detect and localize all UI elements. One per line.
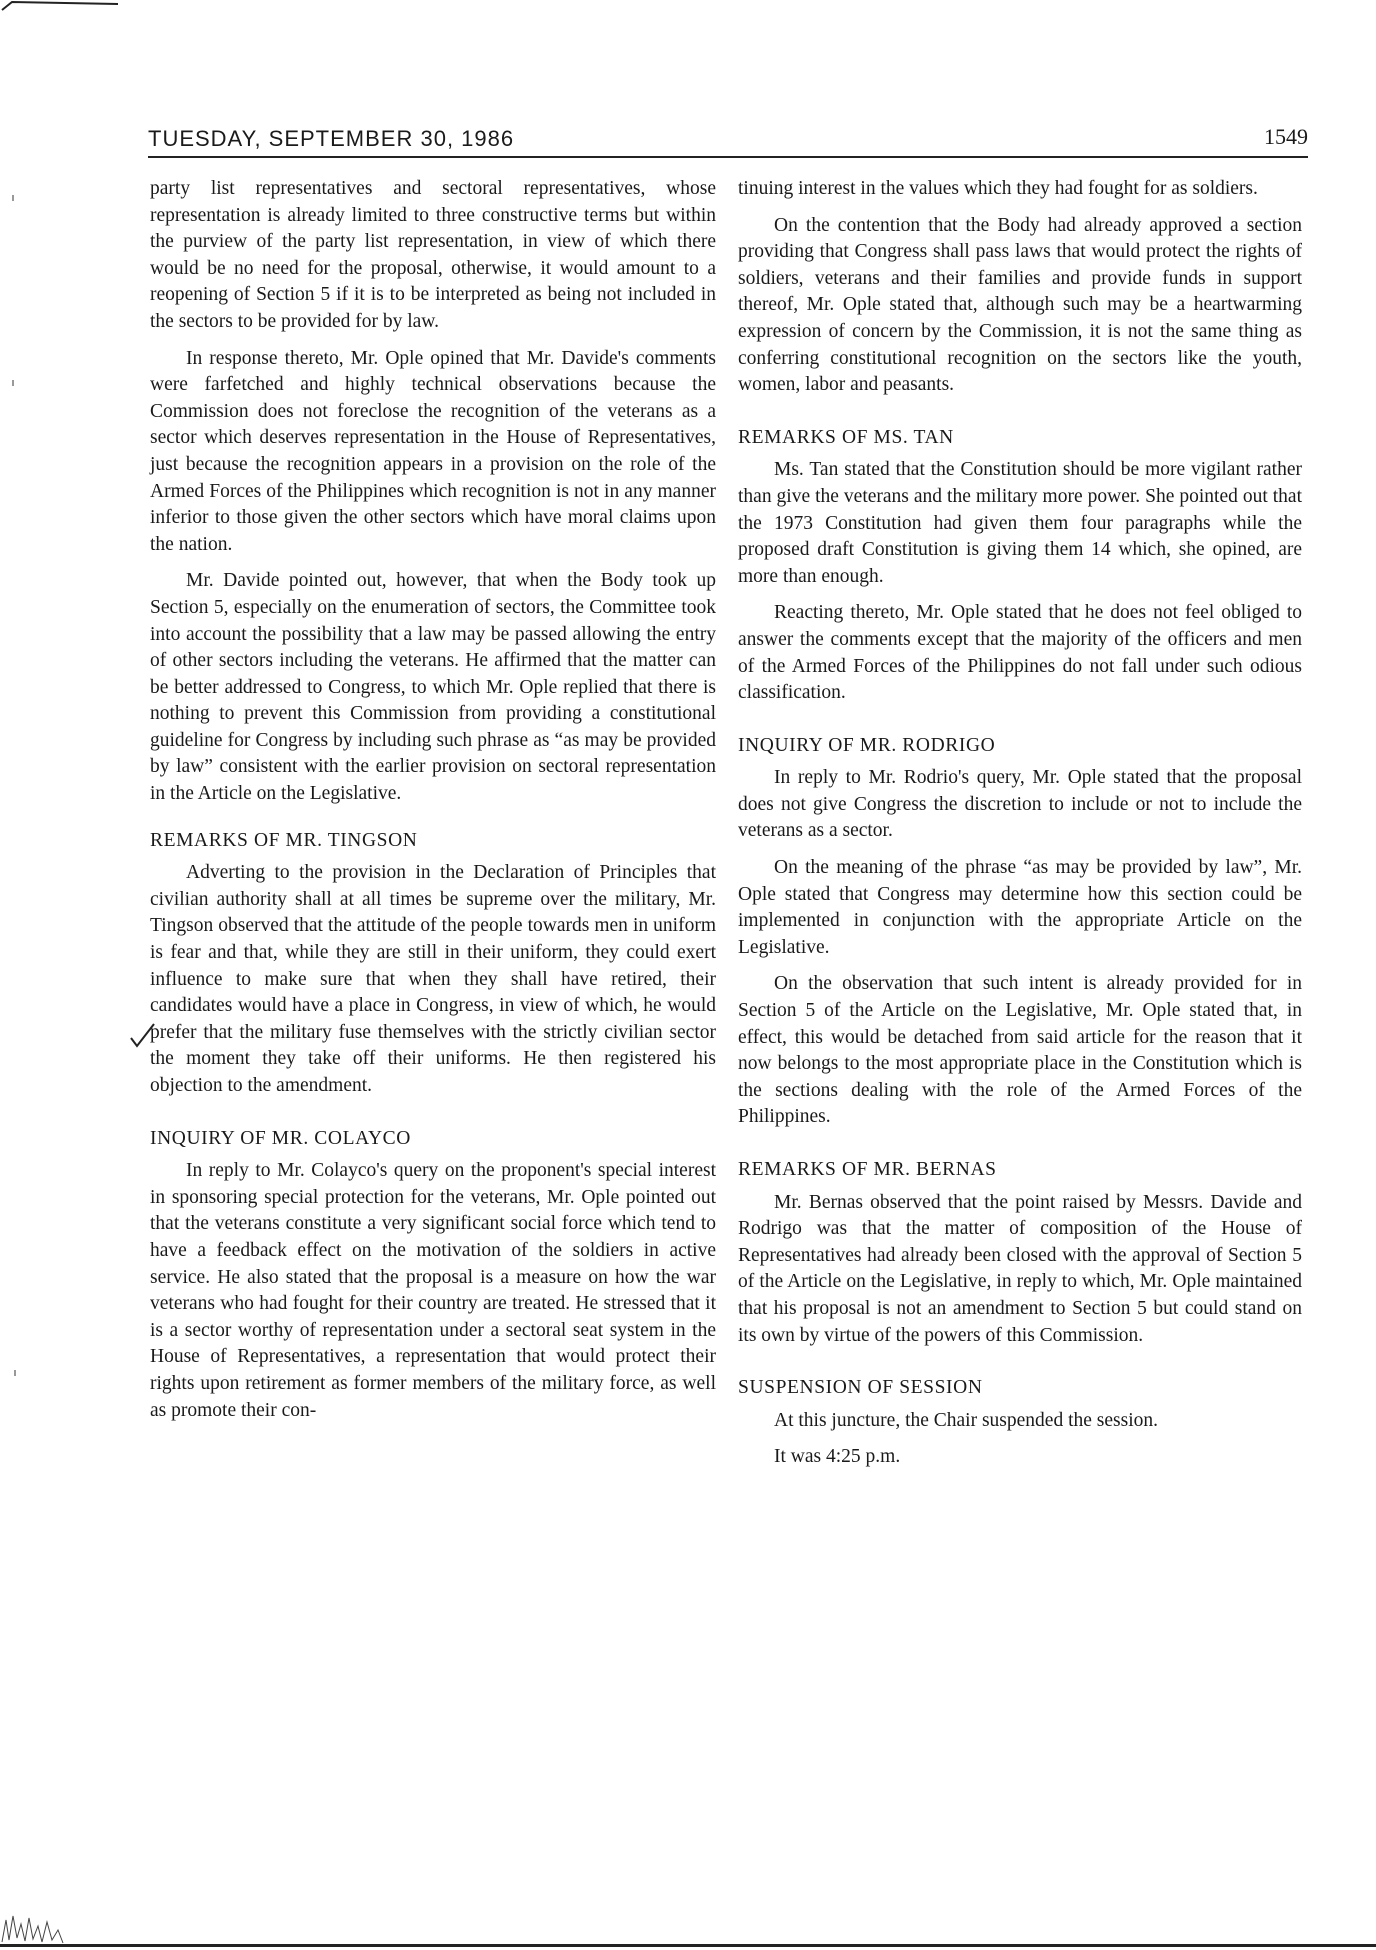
section-heading-colayco: INQUIRY OF MR. COLAYCO — [150, 1127, 411, 1149]
paragraph: Reacting thereto, Mr. Ople stated that he does not feel obliged to answer the comments except that the majority of the officers and men of the Armed Forces of the Philippines do not fall under such odious classification. — [738, 602, 1302, 704]
paragraph: On the contention that the Body had already approved a section providing that Congress shall pass laws that would protect the rights of soldiers, veterans and their families and provide funds in support thereof, Mr. Ople stated that, although such may be a heartwarming expression of concern by the Commission, it is not the same thing as conferring constitutional recognition on the sectors like the youth, women, labor and peasants. — [738, 214, 1302, 396]
paragraph: On the meaning of the phrase “as may be provided by law”, Mr. Ople stated that Congress may determine how this section could be implemented in conjunction with the appropriate Article on the Legislative. — [738, 857, 1302, 958]
paragraph: Ms. Tan stated that the Constitution should be more vigilant rather than give the veterans and the military more power. She pointed out that the 1973 Constitution had given them four paragraphs while the proposed draft Constitution is giving them 14 which, she opined, are more than enough. — [738, 459, 1302, 587]
section-heading-bernas: REMARKS OF MR. BERNAS — [738, 1159, 997, 1180]
handwritten-check-icon — [128, 1022, 156, 1048]
left-column — [150, 176, 716, 1434]
section-heading-tingson: REMARKS OF MR. TINGSON — [150, 829, 418, 851]
paragraph: In response thereto, Mr. Ople opined that Mr. Davide's comments were farfetched and highly technical observations because the Commission does not foreclose the recognition of the veterans as a sector which deserves representation in the House of Representatives, just because the recognition appears in a provision on the role of the Armed Forces of the Philippines which recognition is not in any manner inferior to those given the other sectors which have moral claims upon the nation. — [150, 347, 716, 555]
scan-footer — [0, 1910, 1376, 1950]
paragraph: tinuing interest in the values which they had fought for as soldiers. — [738, 178, 1258, 199]
header-rule — [148, 156, 1308, 158]
paragraph: On the observation that such intent is already provided for in Section 5 of the Article on the Legislative, Mr. Ople stated that, in effect, this would be detached from said article for the reason that it now belongs to the most appropriate place in the Constitution which is the sections dealing with the role of the Armed Forces of the Philippines. — [738, 973, 1302, 1128]
scan-corner-mark — [0, 0, 120, 12]
paragraph: In reply to Mr. Rodrio's query, Mr. Ople stated that the proposal does not give Congress the discretion to include or not to include the veterans as a sector. — [738, 767, 1302, 842]
page-header — [148, 124, 1308, 158]
paragraph: Adverting to the provision in the Declaration of Principles that civilian authority shall at all times be supreme over the military, Mr. Tingson observed that the attitude of the people towards men in uniform is fear and that, while they are still in their uniform, they could exert influence to make sure that when they shall have retired, their candidates would have a place in Congress, in view of which, he would prefer that the military fuse themselves with the strictly civilian sector the moment they take off their uniforms. He then registered his objection to the amendment. — [150, 862, 716, 1096]
paragraph: Mr. Davide pointed out, however, that when the Body took up Section 5, especially on the enumeration of sectors, the Committee took into account the possibility that a law may be passed allowing the entry of other sectors including the veterans. He affirmed that the matter can be better addressed to Congress, to which Mr. Ople replied that there is nothing to prevent this Commission from providing a constitutional guideline for Congress by including such phrase as “as may be provided by law” consistent with the earlier provision on sectoral representation in the Article on the Legislative. — [150, 570, 716, 805]
header-date: TUESDAY, SEPTEMBER 30, 1986 — [148, 126, 515, 151]
right-column — [738, 176, 1302, 1481]
paragraph: party list representatives and sectoral representatives, whose representation is already limited to three constructive terms but within the purview of the party list representation, in view of which there would be no need for the proposal, otherwise, it would amount to a reopening of Section 5 if it is to be interpreted as being not included in the sectors to be provided for by law. — [150, 178, 716, 332]
section-heading-rodrigo: INQUIRY OF MR. RODRIGO — [738, 734, 996, 756]
paragraph: Mr. Bernas observed that the point raised by Messrs. Davide and Rodrigo was that the matter of composition of the House of Representatives had already been closed with the approval of Section 5 of the Article on the Legislative, in reply to which, Mr. Ople maintained that his proposal is not an amendment to Section 5 but could stand on its own by virtue of the powers of this Commission. — [738, 1191, 1302, 1346]
footer-rule — [0, 1944, 1376, 1947]
section-heading-tan: REMARKS OF MS. TAN — [738, 426, 954, 448]
scan-speck — [12, 195, 14, 201]
scan-speck — [12, 380, 14, 386]
section-heading-suspension: SUSPENSION OF SESSION — [738, 1377, 983, 1399]
paragraph: At this juncture, the Chair suspended the session. — [774, 1409, 1158, 1431]
page-number: 1549 — [1264, 124, 1308, 149]
scan-noise — [0, 1910, 140, 1944]
paragraph: In reply to Mr. Colayco's query on the proponent's special interest in sponsoring special protection for the veterans, Mr. Ople pointed out that the veterans constitute a very significant social force which tend to have a feedback effect on the motivation of the soldiers in active service. He also stated that the proposal is a measure on how the war veterans who had fought for their country are treated. He stressed that it is a sector worthy of representation under a sectoral seat system in the House of Representatives, a representation that would protect their rights upon retirement as former members of the military force, as well as promote their con- — [150, 1160, 716, 1421]
paragraph: It was 4:25 p.m. — [774, 1446, 901, 1468]
scan-speck — [14, 1370, 16, 1376]
